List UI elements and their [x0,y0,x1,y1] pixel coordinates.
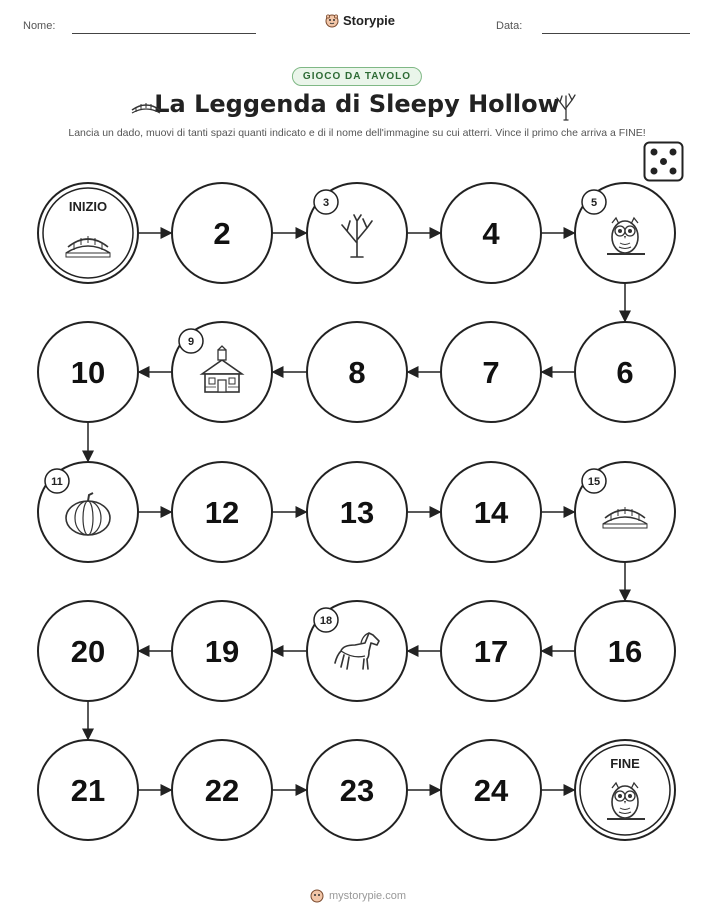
space-number: 17 [473,634,509,669]
board-space-fine[interactable] [575,740,675,840]
space-number: 16 [607,634,643,669]
space-number: 22 [204,773,240,808]
start-label: INIZIO [68,199,108,214]
board-space-20[interactable] [38,601,138,701]
space-number: 3 [322,197,330,209]
space-number: 13 [339,495,375,530]
space-number: 6 [616,355,634,390]
board-space-7[interactable] [441,322,541,422]
board-space-8[interactable] [307,322,407,422]
board-space-12[interactable] [172,462,272,562]
board-space-17[interactable] [441,601,541,701]
footer-url[interactable]: mystorypie.com [329,890,407,902]
space-number: 21 [70,773,106,808]
board-space-18[interactable] [307,601,407,701]
space-number: 19 [204,634,240,669]
space-number-badge [314,190,338,214]
space-number: 11 [51,476,63,488]
board-space-2[interactable] [172,183,272,283]
space-number: 12 [204,495,240,530]
board-space-5[interactable] [575,183,675,283]
board-space-9[interactable] [172,322,272,422]
category-badge: GIOCO DA TAVOLO [292,67,422,86]
space-number-badge [582,469,606,493]
board-space-11[interactable] [38,462,138,562]
space-number-badge [314,608,338,632]
board-spaces [38,183,675,840]
board-space-22[interactable] [172,740,272,840]
space-number: 10 [70,355,106,390]
space-number: 24 [473,773,509,808]
instructions: Lancia un dado, muovi di tanti spazi quanti indicato e di il nome dell'immagine su cui atterri. Vince il primo che arriva a FINE! [68,127,646,139]
date-label: Data: [496,20,523,32]
space-number: 15 [587,476,601,488]
brand-name: Storypie [343,13,396,28]
space-number: 18 [319,615,333,627]
name-label: Nome: [23,20,56,32]
board-space-10[interactable] [38,322,138,422]
finish-label: FINE [610,756,640,771]
space-number-badge [45,469,69,493]
space-number: 14 [473,495,509,530]
board-space-23[interactable] [307,740,407,840]
space-number: 20 [70,634,106,669]
space-number: 4 [482,216,500,251]
board-space-inizio[interactable] [38,183,138,283]
board-space-16[interactable] [575,601,675,701]
board-space-19[interactable] [172,601,272,701]
storypie-mascot-icon [310,889,324,903]
space-number: 2 [213,216,231,251]
page-title: La Leggenda di Sleepy Hollow [154,90,560,118]
space-number: 8 [348,355,366,390]
board-space-6[interactable] [575,322,675,422]
board-space-21[interactable] [38,740,138,840]
board-space-24[interactable] [441,740,541,840]
space-number: 23 [339,773,375,808]
space-number-badge [179,329,203,353]
space-number: 7 [482,355,500,390]
space-number: 5 [590,197,598,209]
space-number: 9 [187,336,195,348]
board-space-14[interactable] [441,462,541,562]
board-space-3[interactable] [307,183,407,283]
board-space-15[interactable] [575,462,675,562]
board-space-13[interactable] [307,462,407,562]
space-number-badge [582,190,606,214]
board-space-4[interactable] [441,183,541,283]
footer [310,889,406,903]
